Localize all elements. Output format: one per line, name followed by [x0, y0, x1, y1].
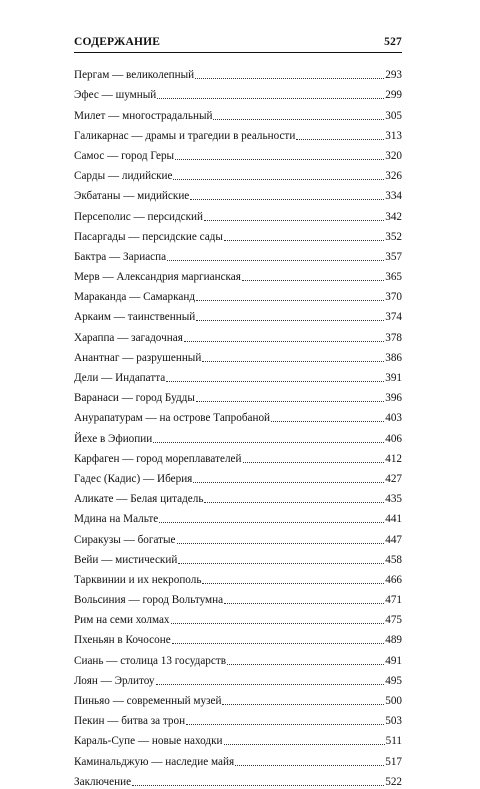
toc-entry: [74, 446, 402, 466]
toc-entry: [74, 405, 402, 425]
toc-entry-title: Сарды — лидийские: [74, 170, 173, 183]
dot-leader: [222, 704, 384, 705]
dot-leader: [167, 260, 384, 261]
toc-entry-page: 299: [385, 89, 402, 102]
dot-leader: [224, 744, 385, 745]
toc-entry-title: Самос — город Геры: [74, 149, 175, 162]
toc-entry: [74, 62, 402, 82]
toc-entry-title: Милет — многострадальный: [74, 109, 213, 122]
dot-leader: [196, 300, 384, 301]
dot-leader: [193, 482, 384, 483]
toc-entry-page: 403: [385, 412, 402, 425]
toc-entry: [74, 708, 402, 728]
toc-entry-title: Йехе в Эфиопии: [74, 432, 153, 445]
toc-entry: [74, 224, 402, 244]
toc-entry-page: 293: [385, 69, 402, 82]
toc-entry-title: Галикарнас — драмы и трагедии в реальности: [74, 129, 296, 142]
toc-entry: [74, 304, 402, 324]
toc-entry: [74, 425, 402, 445]
dot-leader: [296, 139, 384, 140]
toc-entry-page: 471: [385, 594, 402, 607]
dot-leader: [224, 603, 384, 604]
dot-leader: [157, 98, 384, 99]
toc-entry: [74, 647, 402, 667]
toc-entry-page: 396: [385, 392, 402, 405]
toc-entry-page: 352: [385, 230, 402, 243]
toc-entry-title: Пекин — битва за трон: [74, 715, 186, 728]
toc-entry-title: Дели — Индапатта: [74, 372, 166, 384]
toc-entry: [74, 607, 402, 627]
dot-leader: [204, 220, 384, 221]
toc-entry-page: 357: [385, 250, 402, 263]
toc-entry-page: 313: [385, 129, 402, 142]
toc-entry: [74, 567, 402, 587]
toc-entry: [74, 748, 402, 768]
toc-entry-title: Аликате — Белая цитадель: [74, 493, 204, 506]
toc-entry-title: Эфес — шумный: [74, 89, 157, 102]
dot-leader: [224, 240, 384, 241]
toc-entry-page: 475: [385, 614, 402, 627]
dot-leader: [184, 341, 384, 342]
toc-entry: [74, 668, 402, 688]
toc-entry: [74, 486, 402, 506]
toc-entry-title: Хараппа — загадочная: [74, 331, 183, 344]
toc-entry: [74, 365, 402, 385]
toc-entry-title: Каминальджую — наследие майя: [74, 755, 235, 768]
toc-entry-page: 495: [385, 674, 402, 687]
toc-entry-page: 458: [385, 553, 402, 566]
toc-entry-page: 503: [385, 715, 402, 728]
toc-entry: [74, 82, 402, 102]
toc-entry-title: Варанаси — город Будды: [74, 392, 195, 405]
dot-leader: [153, 442, 384, 443]
toc-entry-page: 374: [385, 311, 402, 324]
toc-entry-title: Мдина на Мальте: [74, 513, 159, 526]
toc-entry: [74, 627, 402, 647]
toc-entry-page: 406: [385, 432, 402, 445]
dot-leader: [196, 401, 384, 402]
dot-leader: [213, 119, 384, 120]
toc-entry-title: Анурапатурам — на острове Тапробаной: [74, 412, 271, 425]
toc-entry-page: 320: [385, 149, 402, 162]
toc-entry-title: Персеполис — персидский: [74, 210, 204, 223]
toc-entry-page: 491: [385, 654, 402, 667]
toc-entry-title: Вейи — мистический: [74, 553, 178, 566]
toc-entry-page: 522: [385, 775, 402, 788]
dot-leader: [242, 280, 384, 281]
toc-entry-title: Карфаген — город мореплавателей: [74, 452, 242, 465]
toc-entry: [74, 102, 402, 122]
dot-leader: [177, 543, 385, 544]
toc-entry: [74, 163, 402, 183]
toc-entry-page: 500: [385, 695, 402, 707]
toc-entry-page: 391: [385, 372, 402, 384]
toc-entry-title: Вольсиния — город Вольтумна: [74, 594, 224, 607]
dot-leader: [227, 664, 384, 665]
dot-leader: [190, 199, 384, 200]
dot-leader: [204, 502, 384, 503]
toc-entry: [74, 203, 402, 223]
toc-entry-page: 511: [385, 735, 402, 748]
dot-leader: [175, 159, 384, 160]
toc-entry-page: 441: [385, 513, 402, 526]
toc-entry: [74, 264, 402, 284]
dot-leader: [166, 381, 384, 382]
toc-entry-title: Мараканда — Самарканд: [74, 291, 196, 304]
toc-entry-title: Сиракузы — богатые: [74, 533, 176, 546]
toc-entry-page: 334: [385, 190, 402, 203]
dot-leader: [172, 643, 385, 644]
toc-entry-page: 517: [385, 755, 402, 768]
toc-entry-page: 489: [385, 634, 402, 647]
toc-entry-page: 435: [385, 493, 402, 506]
toc-entry-title: Гадес (Кадис) — Иберия: [74, 472, 193, 485]
toc-entry-title: Сиань — столица 13 государств: [74, 654, 227, 667]
toc-entry-page: 427: [385, 472, 402, 485]
toc-entry-page: 447: [385, 533, 402, 546]
dot-leader: [132, 785, 384, 786]
toc-entry: [74, 183, 402, 203]
toc-entry: [74, 587, 402, 607]
toc-entry: [74, 244, 402, 264]
toc-entry-page: 305: [385, 109, 402, 122]
dot-leader: [202, 361, 384, 362]
toc-entry-title: Мерв — Александрия маргианская: [74, 271, 241, 284]
dot-leader: [243, 462, 385, 463]
dot-leader: [195, 78, 384, 79]
toc-entry-title: Пиньяо — современный музей: [74, 695, 222, 707]
dot-leader: [171, 623, 385, 624]
toc-entry-page: 386: [385, 351, 402, 364]
table-of-contents: [74, 62, 402, 789]
toc-entry: [74, 466, 402, 486]
toc-entry-page: 365: [385, 271, 402, 284]
toc-entry-page: 370: [385, 291, 402, 304]
dot-leader: [173, 179, 384, 180]
header-page-number: 527: [384, 36, 402, 48]
toc-entry-title: Заключение: [74, 775, 132, 788]
dot-leader: [186, 724, 384, 725]
toc-entry-title: Экбатаны — мидийские: [74, 190, 190, 203]
toc-entry-title: Анантнаг — разрушенный: [74, 351, 202, 364]
toc-entry: [74, 728, 402, 748]
toc-entry: [74, 284, 402, 304]
dot-leader: [156, 684, 385, 685]
toc-entry-title: Пасаргады — персидские сады: [74, 230, 223, 243]
dot-leader: [271, 421, 384, 422]
toc-entry-title: Аркаим — таинственный: [74, 311, 196, 324]
toc-entry-title: Лоян — Эрлитоу: [74, 674, 155, 687]
toc-entry-title: Караль-Супе — новые находки: [74, 735, 223, 748]
toc-entry-title: Бактра — Зариаспа: [74, 250, 167, 263]
toc-entry: [74, 688, 402, 708]
toc-entry: [74, 143, 402, 163]
toc-entry-page: 326: [385, 170, 402, 183]
toc-entry: [74, 324, 402, 344]
toc-entry: [74, 123, 402, 143]
toc-entry-page: 342: [385, 210, 402, 223]
toc-entry-page: 412: [385, 452, 402, 465]
dot-leader: [178, 563, 384, 564]
dot-leader: [196, 320, 384, 321]
header-title: СОДЕРЖАНИЕ: [74, 36, 161, 48]
toc-entry: [74, 547, 402, 567]
toc-entry: [74, 769, 402, 789]
toc-entry: [74, 345, 402, 365]
toc-entry-title: Пхеньян в Кочосоне: [74, 634, 171, 647]
toc-entry-title: Пергам — великолепный: [74, 69, 195, 82]
dot-leader: [159, 522, 384, 523]
toc-entry: [74, 506, 402, 526]
toc-entry: [74, 526, 402, 546]
toc-entry-title: Рим на семи холмах: [74, 614, 170, 627]
header-rule: [74, 52, 402, 53]
toc-entry-page: 466: [385, 573, 402, 586]
dot-leader: [202, 583, 384, 584]
toc-entry-title: Тарквинии и их некрополь: [74, 573, 202, 586]
running-header: [74, 36, 402, 48]
dot-leader: [235, 765, 384, 766]
toc-entry: [74, 385, 402, 405]
toc-entry-page: 378: [385, 331, 402, 344]
